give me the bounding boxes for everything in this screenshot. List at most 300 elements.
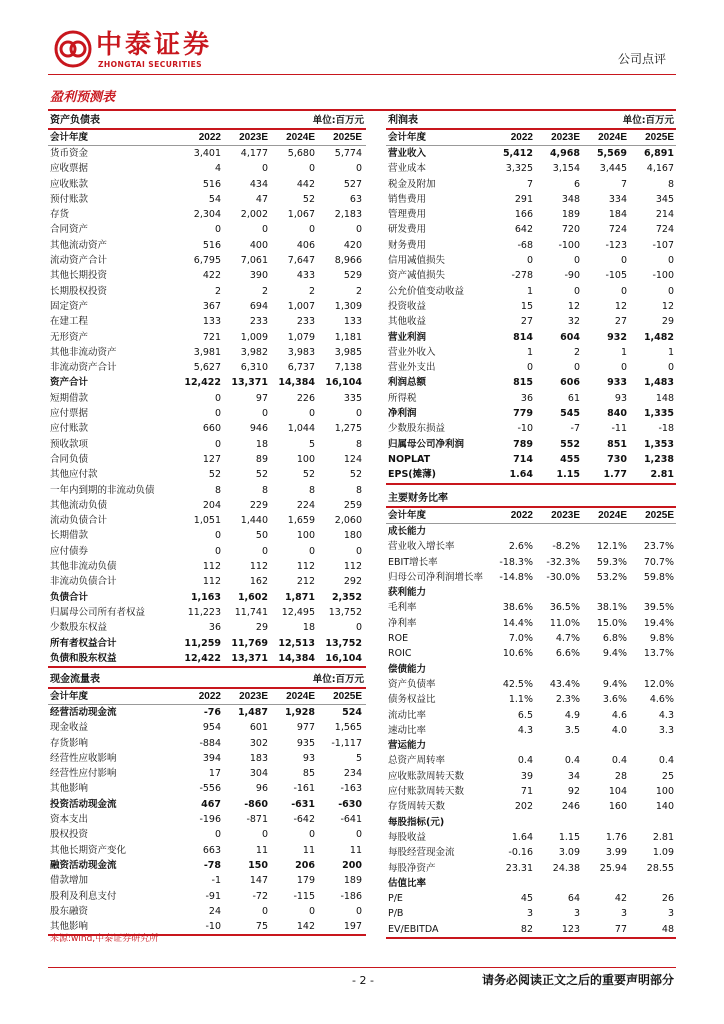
row-value: 0 bbox=[214, 224, 221, 236]
row-label: 应付账款周转天数 bbox=[388, 786, 465, 798]
table-row bbox=[386, 452, 676, 467]
row-value: 0 bbox=[355, 408, 362, 420]
row-label: 融资活动现金流 bbox=[50, 859, 117, 871]
row-value: 112 bbox=[202, 576, 221, 588]
table-row bbox=[48, 827, 366, 842]
row-value: 0 bbox=[667, 285, 674, 297]
table-row bbox=[48, 177, 366, 192]
row-label: 其他影响 bbox=[50, 921, 89, 933]
row-value: 0 bbox=[620, 362, 627, 374]
table-header-bar bbox=[386, 490, 676, 508]
row-value: 601 bbox=[249, 722, 268, 734]
row-label: 流动资产合计 bbox=[50, 255, 108, 267]
row-value: 26 bbox=[661, 893, 674, 905]
row-value bbox=[629, 738, 676, 753]
row-value: 133 bbox=[343, 316, 362, 328]
row-value: 1,275 bbox=[334, 423, 362, 435]
row-value: 4.6% bbox=[649, 694, 674, 706]
row-value: 1,602 bbox=[237, 591, 268, 603]
table-row bbox=[48, 345, 366, 360]
data-source-note: 来源:wind,中泰证券研究所 bbox=[50, 934, 159, 944]
row-value: 63 bbox=[349, 193, 362, 205]
column-header-row bbox=[48, 689, 366, 705]
row-value: -100 bbox=[558, 239, 580, 251]
balance-sheet-table bbox=[48, 112, 366, 668]
table-row bbox=[386, 830, 676, 845]
row-value: 552 bbox=[560, 438, 580, 450]
table-row bbox=[386, 177, 676, 192]
row-value: 4.0 bbox=[611, 724, 627, 736]
row-label: 资产合计 bbox=[50, 377, 89, 389]
row-value: 13,752 bbox=[325, 637, 362, 649]
logo-chinese-text: 中泰证券 bbox=[96, 30, 213, 60]
header-divider bbox=[48, 74, 676, 75]
row-value: 13,371 bbox=[231, 377, 268, 389]
row-label: 债务权益比 bbox=[388, 694, 436, 706]
row-value: -11 bbox=[611, 423, 627, 435]
table-row bbox=[386, 391, 676, 406]
row-value: 52 bbox=[302, 193, 315, 205]
row-value: 8 bbox=[355, 484, 362, 496]
table-row bbox=[386, 375, 676, 390]
row-value: 1.15 bbox=[556, 469, 580, 481]
row-label: 成长能力 bbox=[388, 526, 427, 537]
row-value: 1,163 bbox=[190, 591, 221, 603]
table-row bbox=[48, 330, 366, 345]
row-value bbox=[582, 738, 629, 753]
row-value: 166 bbox=[514, 209, 533, 221]
table-row bbox=[386, 662, 676, 677]
table-row bbox=[48, 467, 366, 482]
table-row bbox=[386, 284, 676, 299]
logo-mark-icon bbox=[54, 30, 92, 68]
table-row bbox=[48, 284, 366, 299]
row-value: 3.3 bbox=[658, 724, 674, 736]
table-row bbox=[386, 692, 676, 707]
row-value: -186 bbox=[340, 890, 362, 902]
row-value: -1,117 bbox=[331, 737, 362, 749]
row-value: 233 bbox=[249, 316, 268, 328]
table-row bbox=[48, 222, 366, 237]
row-value: 11.0% bbox=[549, 617, 580, 629]
row-value: 840 bbox=[607, 408, 627, 420]
financial-ratios-table bbox=[386, 490, 676, 939]
row-value: 3,401 bbox=[193, 148, 221, 159]
row-value: 36 bbox=[520, 392, 533, 404]
row-value: 6,310 bbox=[240, 362, 268, 374]
row-value: 18 bbox=[302, 622, 315, 634]
row-value: 4 bbox=[214, 163, 221, 175]
page-number: - 2 - bbox=[352, 974, 374, 987]
table-row bbox=[386, 799, 676, 814]
table-row bbox=[386, 146, 676, 161]
row-label: 净利润 bbox=[388, 408, 417, 420]
row-value: 0 bbox=[261, 905, 268, 917]
row-value: 100 bbox=[296, 530, 315, 542]
row-value: 1 bbox=[526, 285, 533, 297]
row-label: 经营性应付影响 bbox=[50, 768, 117, 780]
row-label: 公允价值变动收益 bbox=[388, 285, 465, 297]
row-label: 净利率 bbox=[388, 617, 417, 629]
row-value: 442 bbox=[296, 178, 315, 190]
row-value: 77 bbox=[614, 923, 627, 935]
row-value: 27 bbox=[520, 316, 533, 328]
row-value: 0 bbox=[620, 285, 627, 297]
row-label: 所得税 bbox=[388, 392, 417, 404]
row-value: 7.0% bbox=[508, 633, 533, 645]
table-row bbox=[386, 222, 676, 237]
table-row bbox=[48, 421, 366, 436]
row-value: 2.3% bbox=[555, 694, 580, 706]
row-value bbox=[535, 876, 582, 891]
row-value: 724 bbox=[655, 224, 674, 236]
row-value: 5,569 bbox=[596, 148, 627, 159]
row-label: 其他流动资产 bbox=[50, 239, 108, 251]
row-value: 527 bbox=[343, 178, 362, 190]
row-value: 11,223 bbox=[187, 606, 221, 618]
table-row bbox=[48, 483, 366, 498]
table-row bbox=[386, 922, 676, 937]
row-value: 2 bbox=[355, 285, 362, 297]
row-value: 0 bbox=[573, 285, 580, 297]
document-type: 公司点评 bbox=[617, 52, 666, 66]
table-row bbox=[48, 146, 366, 161]
section-divider bbox=[48, 109, 676, 111]
row-label: 营运能力 bbox=[388, 740, 427, 752]
row-value: 148 bbox=[655, 392, 674, 404]
row-value: 233 bbox=[296, 316, 315, 328]
row-value: 0.4 bbox=[564, 755, 580, 767]
column-header-label: 会计年度 bbox=[50, 132, 89, 143]
row-value: 11 bbox=[302, 844, 315, 856]
row-value: 1,928 bbox=[284, 707, 315, 718]
row-value: 2,352 bbox=[331, 591, 362, 603]
row-value: -123 bbox=[605, 239, 627, 251]
table-row bbox=[386, 616, 676, 631]
column-header-year: 2024E bbox=[286, 132, 315, 143]
row-value: 38.6% bbox=[502, 602, 533, 614]
table-row bbox=[386, 555, 676, 570]
row-value: 32 bbox=[567, 316, 580, 328]
row-label: 存货周转天数 bbox=[388, 801, 446, 813]
row-value: 11,741 bbox=[234, 606, 268, 618]
row-value: 0 bbox=[308, 408, 315, 420]
table-row bbox=[48, 360, 366, 375]
row-value: 1.64 bbox=[509, 469, 533, 481]
row-value: -115 bbox=[293, 890, 315, 902]
row-value: 259 bbox=[343, 499, 362, 511]
row-value: 7,061 bbox=[240, 255, 268, 267]
row-value: 1,440 bbox=[240, 515, 268, 527]
table-row bbox=[48, 605, 366, 620]
row-value: 183 bbox=[249, 752, 268, 764]
row-value: 1,335 bbox=[643, 408, 674, 420]
row-value: 467 bbox=[201, 798, 221, 810]
row-value: 150 bbox=[248, 859, 268, 871]
footer-divider bbox=[48, 967, 676, 968]
table-row bbox=[48, 797, 366, 812]
row-label: 应收账款 bbox=[50, 178, 89, 190]
row-value: 7,138 bbox=[334, 362, 362, 374]
row-value: 234 bbox=[343, 768, 362, 780]
row-value: 0 bbox=[214, 829, 221, 841]
row-label: 应付票据 bbox=[50, 408, 89, 420]
row-value: 3,982 bbox=[240, 346, 268, 358]
row-value: 61 bbox=[567, 392, 580, 404]
row-value: -10 bbox=[205, 921, 221, 933]
row-value: 524 bbox=[342, 707, 362, 718]
row-value: 85 bbox=[302, 768, 315, 780]
row-value: 3,981 bbox=[193, 346, 221, 358]
row-label: 负债和股东权益 bbox=[50, 652, 117, 664]
row-value: 292 bbox=[343, 576, 362, 588]
row-value: -32.3% bbox=[546, 556, 580, 568]
row-value bbox=[488, 524, 535, 539]
row-value: 179 bbox=[296, 875, 315, 887]
row-value: 0 bbox=[261, 545, 268, 557]
row-value: 6.8% bbox=[602, 633, 627, 645]
row-value: 39.5% bbox=[643, 602, 674, 614]
row-label: 短期借款 bbox=[50, 392, 89, 404]
row-value bbox=[488, 815, 535, 830]
row-value: 9.8% bbox=[649, 633, 674, 645]
row-value: 1,659 bbox=[287, 515, 315, 527]
row-value: 1,565 bbox=[334, 722, 362, 734]
column-header-year: 2024E bbox=[286, 691, 315, 702]
table-unit: 单位:百万元 bbox=[312, 115, 364, 126]
table-row bbox=[48, 889, 366, 904]
row-value bbox=[488, 585, 535, 600]
row-value: -76 bbox=[203, 707, 221, 718]
row-label: 借款增加 bbox=[50, 875, 89, 887]
row-value: 2.81 bbox=[652, 831, 674, 843]
row-label: 现金收益 bbox=[50, 722, 89, 734]
row-value: 2,060 bbox=[334, 515, 362, 527]
row-value: 25.94 bbox=[599, 862, 627, 874]
row-label: 每股指标(元) bbox=[388, 816, 445, 828]
row-value: 8 bbox=[308, 484, 315, 496]
row-label: 总资产周转率 bbox=[388, 755, 446, 767]
row-value bbox=[629, 876, 676, 891]
row-value: 1.77 bbox=[603, 469, 627, 481]
column-header-row bbox=[48, 130, 366, 146]
cash-flow-table bbox=[48, 671, 366, 936]
row-value: 7,647 bbox=[287, 255, 315, 267]
row-value: -860 bbox=[244, 798, 268, 810]
row-value: 348 bbox=[561, 193, 580, 205]
row-value: -68 bbox=[517, 239, 533, 251]
table-row bbox=[48, 253, 366, 268]
row-value: 47 bbox=[255, 193, 268, 205]
row-value: 29 bbox=[255, 622, 268, 634]
table-row bbox=[48, 375, 366, 390]
row-value: -72 bbox=[252, 890, 268, 902]
row-label: 应付债券 bbox=[50, 545, 89, 557]
row-value: 12.1% bbox=[596, 541, 627, 553]
table-row bbox=[386, 268, 676, 283]
row-label: 资产减值损失 bbox=[388, 270, 446, 282]
row-value: 434 bbox=[249, 178, 268, 190]
row-value: 291 bbox=[514, 193, 533, 205]
row-value: 932 bbox=[607, 331, 627, 343]
row-label: 在建工程 bbox=[50, 316, 89, 328]
row-value: 4.3 bbox=[658, 709, 674, 721]
table-row bbox=[386, 631, 676, 646]
row-value: 29 bbox=[661, 316, 674, 328]
column-header-year: 2022 bbox=[198, 132, 221, 143]
row-value: 1,487 bbox=[237, 707, 268, 718]
row-label: 营业收入增长率 bbox=[388, 541, 455, 553]
row-value: 59.8% bbox=[643, 571, 674, 583]
table-row bbox=[48, 559, 366, 574]
column-header-year: 2022 bbox=[510, 132, 533, 143]
row-label: 其他影响 bbox=[50, 783, 89, 795]
column-header-year: 2023E bbox=[239, 691, 268, 702]
row-label: 每股净资产 bbox=[388, 862, 436, 874]
row-value: -631 bbox=[291, 798, 315, 810]
row-label: 其他应付款 bbox=[50, 469, 98, 481]
row-label: 存货 bbox=[50, 209, 70, 221]
table-row bbox=[48, 705, 366, 720]
row-label: 营业利润 bbox=[388, 331, 427, 343]
row-value: 724 bbox=[608, 224, 627, 236]
row-value bbox=[629, 524, 676, 539]
row-value: 0 bbox=[355, 905, 362, 917]
row-value: 1,309 bbox=[334, 300, 362, 312]
row-value: 0 bbox=[355, 622, 362, 634]
row-value: 52 bbox=[208, 469, 221, 481]
row-value bbox=[582, 876, 629, 891]
table-row bbox=[386, 299, 676, 314]
row-value: 9.4% bbox=[602, 648, 627, 660]
row-value: 390 bbox=[249, 270, 268, 282]
row-value: 112 bbox=[249, 561, 268, 573]
table-row bbox=[48, 544, 366, 559]
row-value: 204 bbox=[202, 499, 221, 511]
row-value: 24 bbox=[208, 905, 221, 917]
row-value: 4,167 bbox=[646, 163, 674, 175]
row-value: 45 bbox=[520, 893, 533, 905]
table-row bbox=[48, 751, 366, 766]
row-value: 935 bbox=[296, 737, 315, 749]
row-value: -18 bbox=[658, 423, 674, 435]
row-label: ROIC bbox=[388, 648, 412, 660]
row-value: 730 bbox=[607, 453, 627, 465]
row-value: 64 bbox=[567, 893, 580, 905]
row-label: 利润总额 bbox=[388, 377, 427, 389]
row-value bbox=[582, 585, 629, 600]
table-row bbox=[48, 636, 366, 651]
row-label: 其他长期资产变化 bbox=[50, 844, 127, 856]
row-label: 研发费用 bbox=[388, 224, 427, 236]
table-row bbox=[48, 314, 366, 329]
row-label: 预收款项 bbox=[50, 438, 89, 450]
row-value: 1,079 bbox=[287, 331, 315, 343]
row-value: 0 bbox=[620, 255, 627, 267]
column-header-label: 会计年度 bbox=[388, 510, 427, 521]
row-value: 394 bbox=[202, 752, 221, 764]
column-header-label: 会计年度 bbox=[50, 691, 89, 702]
row-value: 214 bbox=[655, 209, 674, 221]
row-value: -107 bbox=[652, 239, 674, 251]
row-value: 34 bbox=[567, 770, 580, 782]
row-label: 销售费用 bbox=[388, 193, 427, 205]
row-label: 其他非流动负债 bbox=[50, 561, 117, 573]
row-value: 0.4 bbox=[611, 755, 627, 767]
column-header-label: 会计年度 bbox=[388, 132, 427, 143]
row-value bbox=[582, 524, 629, 539]
table-row bbox=[386, 738, 676, 753]
row-value: 0 bbox=[526, 255, 533, 267]
row-value: 0 bbox=[355, 163, 362, 175]
table-row bbox=[386, 207, 676, 222]
row-value: 406 bbox=[296, 239, 315, 251]
row-value: 9.4% bbox=[602, 678, 627, 690]
table-row bbox=[48, 207, 366, 222]
row-label: 股利及利息支付 bbox=[50, 890, 117, 902]
table-row bbox=[48, 736, 366, 751]
logo-english-text: ZHONGTAI SECURITIES bbox=[98, 60, 203, 69]
row-value: 224 bbox=[296, 499, 315, 511]
row-value: 660 bbox=[202, 423, 221, 435]
row-value bbox=[582, 815, 629, 830]
row-value: 3 bbox=[620, 908, 627, 920]
row-value: 789 bbox=[513, 438, 533, 450]
row-value: 97 bbox=[255, 392, 268, 404]
row-value: 304 bbox=[249, 768, 268, 780]
row-label: 非流动负债合计 bbox=[50, 576, 117, 588]
row-value: 43.4% bbox=[549, 678, 580, 690]
row-value: 202 bbox=[514, 801, 533, 813]
row-value: 433 bbox=[296, 270, 315, 282]
row-value: 516 bbox=[202, 239, 221, 251]
row-value: 10.6% bbox=[502, 648, 533, 660]
row-value: 50 bbox=[255, 530, 268, 542]
table-row bbox=[386, 677, 676, 692]
row-value: 0 bbox=[355, 545, 362, 557]
row-value: -18.3% bbox=[499, 556, 533, 568]
row-value: 400 bbox=[249, 239, 268, 251]
table-row bbox=[48, 437, 366, 452]
table-row bbox=[48, 452, 366, 467]
row-value: -642 bbox=[293, 814, 315, 826]
row-value: 206 bbox=[295, 859, 315, 871]
row-label: 其他流动负债 bbox=[50, 499, 108, 511]
row-value: 4,968 bbox=[549, 148, 580, 159]
row-value: 14,384 bbox=[278, 652, 315, 664]
row-value: 52 bbox=[349, 469, 362, 481]
row-value: 100 bbox=[296, 453, 315, 465]
row-value: 17 bbox=[208, 768, 221, 780]
row-value: 1,238 bbox=[643, 453, 674, 465]
row-value: 3,154 bbox=[552, 163, 580, 175]
table-row bbox=[386, 815, 676, 830]
row-label: 每股经营现金流 bbox=[388, 847, 455, 859]
table-bottom-rule bbox=[386, 483, 676, 485]
row-value: 92 bbox=[567, 786, 580, 798]
row-value: 0.4 bbox=[517, 755, 533, 767]
row-value: 933 bbox=[607, 377, 627, 389]
row-label: 管理费用 bbox=[388, 209, 427, 221]
row-value: 2.6% bbox=[508, 541, 533, 553]
row-value: 96 bbox=[255, 783, 268, 795]
row-value: 0 bbox=[308, 829, 315, 841]
row-value bbox=[582, 662, 629, 677]
row-value: 140 bbox=[655, 801, 674, 813]
row-value: 3,985 bbox=[334, 346, 362, 358]
row-value: 3,983 bbox=[287, 346, 315, 358]
row-value: 12 bbox=[661, 300, 674, 312]
